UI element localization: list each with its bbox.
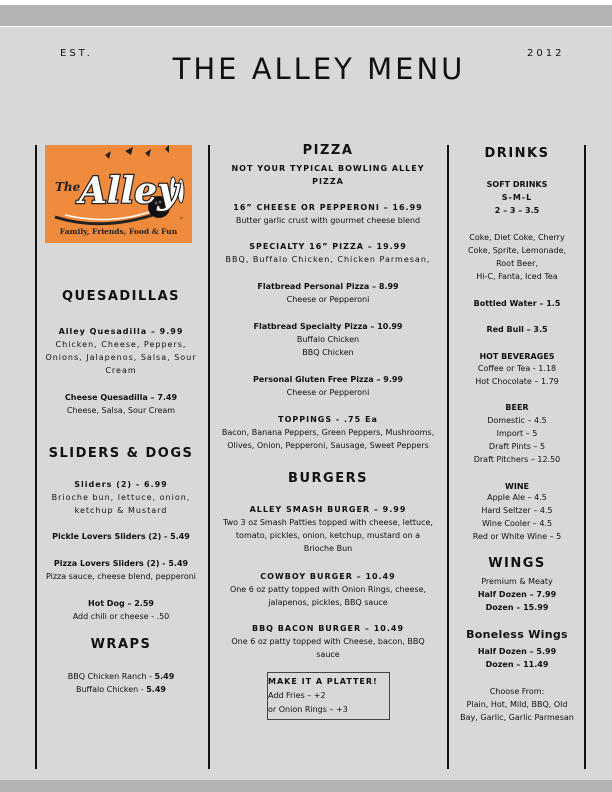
smash-burger-desc-3: Brioche Bun xyxy=(303,544,353,553)
bbq-bacon-burger-desc-2: sauce xyxy=(316,650,340,659)
buffalo-chicken-wrap-price: 5.49 xyxy=(146,685,166,694)
flatbread-specialty-desc-2: BBQ Chicken xyxy=(302,348,354,357)
wine-4: Red or White Wine – 5 xyxy=(472,532,562,541)
cheese-quesadilla-desc: Cheese, Salsa, Sour Cream xyxy=(66,406,176,415)
boneless-heading: Boneless Wings xyxy=(466,628,568,641)
boneless-flavors-1: Plain, Hot, Mild, BBQ, Old xyxy=(466,700,568,709)
specialty-pizza-desc: BBQ, Buffalo Chicken, Chicken Parmesan, xyxy=(225,255,431,264)
sliders-name: Sliders (2) - 6.99 xyxy=(74,480,168,489)
beer-2: Import – 5 xyxy=(496,429,538,438)
pizza-sliders-desc: Pizza sauce, cheese blend, pepperoni xyxy=(45,572,197,581)
soft-drinks-list-3: Root Beer, xyxy=(496,259,538,268)
flatbread-specialty-name: Flatbread Specialty Pizza – 10.99 xyxy=(253,322,403,331)
drinks-heading: DRINKS xyxy=(484,146,550,161)
hot-beverage-1: Coffee or Tea - 1.18 xyxy=(477,364,557,373)
bbq-bacon-burger-name: BBQ BACON BURGER – 10.49 xyxy=(251,624,405,633)
logo-tagline: Family, Friends, Food & Fun xyxy=(59,227,178,236)
smash-burger-name: ALLEY SMASH BURGER – 9.99 xyxy=(249,505,407,514)
smash-burger-desc-2: tomato, pickles, onion, ketchup, mustard on a xyxy=(235,531,421,540)
divider-1 xyxy=(35,145,37,769)
wine-1: Apple Ale – 4.5 xyxy=(487,493,547,502)
pizza-heading: PIZZA xyxy=(302,143,354,158)
year-label: 2012 xyxy=(527,48,565,59)
boneless-choose: Choose From: xyxy=(489,687,545,696)
soft-drinks-title: SOFT DRINKS xyxy=(486,180,548,189)
buffalo-chicken-wrap xyxy=(40,683,202,696)
sliders-desc-1: Brioche bun, lettuce, onion, xyxy=(51,493,191,502)
bbq-bacon-burger-desc-1: One 6 oz patty topped with Cheese, bacon, BBQ xyxy=(231,637,425,646)
soft-drinks-sizes: S-M-L xyxy=(501,193,533,202)
alley-quesadilla-name: Alley Quesadilla – 9.99 xyxy=(58,327,184,336)
platter-line-1: Add Fries – +2 xyxy=(268,691,326,700)
cheese-pepperoni-desc: Butter garlic crust with gourmet cheese blend xyxy=(235,216,421,225)
gluten-free-name: Personal Gluten Free Pizza – 9.99 xyxy=(252,375,403,384)
soft-drinks-list-4: Hi-C, Fanta, Iced Tea xyxy=(476,272,558,281)
divider-3 xyxy=(447,145,449,769)
boneless-dozen: Dozen – 11.49 xyxy=(485,660,549,669)
bbq-chicken-ranch-price: 5.49 xyxy=(154,672,175,681)
beer-4: Draft Pitchers – 12.50 xyxy=(473,455,561,464)
alley-quesadilla-desc-2: Onions, Jalapenos, Salsa, Sour xyxy=(45,353,197,362)
toppings-desc-1: Bacon, Banana Peppers, Green Peppers, Mushrooms, xyxy=(221,428,435,437)
gluten-free-desc: Cheese or Pepperoni xyxy=(286,388,370,397)
alley-quesadilla-desc-1: Chicken, Cheese, Peppers, xyxy=(55,340,187,349)
flatbread-personal-desc: Cheese or Pepperoni xyxy=(286,295,370,304)
toppings-name: TOPPINGS - .75 Ea xyxy=(278,415,378,424)
svg-text:™: ™ xyxy=(179,217,184,223)
sliders-desc-2: ketchup & Mustard xyxy=(74,506,168,515)
beer-title: BEER xyxy=(505,403,529,412)
cowboy-burger-desc-1: One 6 oz patty topped with Onion Rings, cheese, xyxy=(229,585,427,594)
hot-dog-name: Hot Dog – 2.59 xyxy=(88,599,154,608)
est-label: EST. xyxy=(60,48,93,59)
divider-4 xyxy=(584,145,586,769)
wings-dozen: Dozen – 15.99 xyxy=(485,603,549,612)
bbq-chicken-ranch xyxy=(40,670,202,683)
bottled-water: Bottled Water – 1.5 xyxy=(473,299,561,308)
flatbread-personal-name: Flatbread Personal Pizza – 8.99 xyxy=(257,282,399,291)
flatbread-specialty-desc-1: Buffalo Chicken xyxy=(296,335,360,344)
smash-burger-desc-1: Two 3 oz Smash Patties topped with cheese, lettuce, xyxy=(223,518,433,527)
soft-drinks-list-1: Coke, Diet Coke, Cherry xyxy=(469,233,565,242)
cowboy-burger-desc-2: jalapenos, pickles, BBQ sauce xyxy=(268,598,388,607)
soft-drinks-prices: 2 – 3 – 3.5 xyxy=(494,206,540,215)
alley-quesadilla-desc-3: Cream xyxy=(105,366,137,375)
pizza-subtitle-1: NOT YOUR TYPICAL BOWLING ALLEY xyxy=(231,164,425,173)
wings-heading: WINGS xyxy=(488,556,546,571)
cowboy-burger-name: COWBOY BURGER – 10.49 xyxy=(260,572,396,581)
specialty-pizza-name: SPECIALTY 16” PIZZA – 19.99 xyxy=(249,242,407,251)
soft-drinks-list-2: Coke, Sprite, Lemonade, xyxy=(467,246,567,255)
platter-title: MAKE IT A PLATTER! xyxy=(268,677,378,686)
cheese-quesadilla-name: Cheese Quesadilla – 7.49 xyxy=(64,393,178,402)
top-band xyxy=(0,0,612,27)
wings-half-dozen: Half Dozen – 7.99 xyxy=(477,590,557,599)
wine-2: Hard Seltzer – 4.5 xyxy=(481,506,553,515)
platter-box xyxy=(267,672,390,720)
bottom-band xyxy=(0,780,612,792)
wraps-heading: WRAPS xyxy=(90,637,152,652)
logo-alley-text: Alley xyxy=(79,170,179,212)
wine-3: Wine Cooler – 4.5 xyxy=(481,519,553,528)
cheese-pepperoni-name: 16” CHEESE OR PEPPERONI – 16.99 xyxy=(233,203,423,212)
pickle-sliders-name: Pickle Lovers Sliders (2) - 5.49 xyxy=(52,532,190,541)
quesadillas-heading: QUESADILLAS xyxy=(61,289,181,304)
toppings-desc-2: Olives, Onion, Pepperoni, Sausage, Sweet Peppers xyxy=(227,441,429,450)
hot-beverages-title: HOT BEVERAGES xyxy=(479,352,555,361)
wine-title: WINE xyxy=(505,482,529,491)
wings-sub: Premium & Meaty xyxy=(481,577,553,586)
boneless-half-dozen: Half Dozen – 5.99 xyxy=(477,647,557,656)
beer-3: Draft Pints – 5 xyxy=(488,442,546,451)
boneless-flavors-2: Bay, Garlic, Garlic Parmesan xyxy=(460,713,574,722)
hot-beverage-2: Hot Chocolate – 1.79 xyxy=(475,377,559,386)
platter-line-2: or Onion Rings – +3 xyxy=(268,705,348,714)
bbq-chicken-ranch-name: BBQ Chicken Ranch - xyxy=(67,672,155,681)
red-bull: Red Bull – 3.5 xyxy=(486,325,548,334)
burgers-heading: BURGERS xyxy=(288,471,368,486)
pizza-sliders-name: Pizza Lovers Sliders (2) - 5.49 xyxy=(53,559,189,568)
logo-the-text: The xyxy=(55,180,81,194)
top-stripe xyxy=(0,5,612,26)
hot-dog-desc: Add chili or cheese - .50 xyxy=(72,612,170,621)
buffalo-chicken-wrap-name: Buffalo Chicken - xyxy=(76,685,147,694)
sliders-heading: SLIDERS & DOGS xyxy=(48,446,194,461)
pizza-subtitle-2: PIZZA xyxy=(312,177,344,186)
beer-1: Domestic – 4.5 xyxy=(487,416,547,425)
alley-logo xyxy=(45,145,192,243)
page-title: THE ALLEY MENU xyxy=(172,52,466,86)
divider-2 xyxy=(208,145,210,769)
